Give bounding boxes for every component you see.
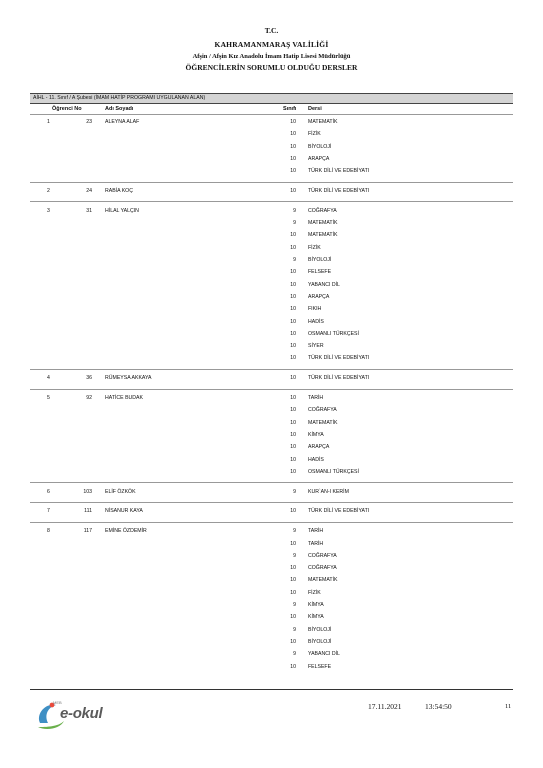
course-grade: 10 [290, 444, 296, 451]
course-grade: 10 [290, 565, 296, 572]
course-name: COĞRAFYA [308, 407, 337, 414]
course-name: MATEMATİK [308, 220, 338, 227]
header-divider [30, 114, 513, 115]
row-divider [30, 389, 513, 390]
course-name: FİZİK [308, 244, 321, 251]
course-grade: 10 [290, 614, 296, 621]
course-name: HADİS [308, 318, 324, 325]
header-school: Afşin / Afşin Kız Anadolu İmam Hatip Lisesi Müdürlüğü [192, 53, 351, 60]
course-grade: 10 [290, 119, 296, 125]
course-name: ARAPÇA [308, 155, 330, 162]
course-name: KUR`AN-I KERİM [308, 488, 349, 495]
course-grade: 10 [290, 131, 296, 138]
course-name: BİYOLOJİ [308, 638, 332, 645]
column-header-name: Adı Soyadı [105, 106, 134, 112]
course-grade: 9 [293, 626, 296, 633]
student-number: 117 [83, 528, 92, 535]
course-name: MATEMATİK [308, 419, 338, 426]
row-divider [30, 482, 513, 483]
header-tc: T.C. [264, 26, 279, 35]
course-name: ARAPÇA [308, 444, 330, 451]
course-grade: 9 [293, 220, 296, 227]
course-name: FİZİK [308, 589, 321, 596]
column-header-student-no: Öğrenci No [52, 106, 82, 112]
course-name: KİMYA [308, 614, 324, 621]
course-grade: 9 [293, 602, 296, 608]
course-name: YABANCI DİL [308, 281, 340, 288]
student-number: 111 [84, 508, 92, 515]
row-divider [30, 182, 513, 183]
footer-date: 17.11.2021 [368, 702, 402, 711]
course-grade: 10 [290, 343, 296, 350]
course-grade: 10 [290, 638, 296, 645]
course-name: TARİH [308, 395, 324, 401]
course-grade: 10 [290, 269, 296, 276]
page-number: 11 [505, 703, 512, 710]
footer-time: 13:54:50 [425, 702, 452, 711]
course-name: OSMANLI TÜRKÇESİ [308, 330, 359, 337]
course-name: BİYOLOJİ [308, 257, 332, 263]
course-grade: 10 [290, 155, 296, 162]
row-index: 1 [47, 119, 50, 125]
course-name: TÜRK DİLİ VE EDEBİYATI [308, 375, 370, 382]
course-grade: 10 [290, 293, 296, 300]
course-grade: 10 [290, 508, 296, 515]
course-name: COĞRAFYA [308, 565, 337, 572]
row-divider [30, 502, 513, 503]
course-grade: 9 [293, 651, 296, 658]
course-name: YABANCI DİL [308, 651, 340, 658]
student-name: ALEYNA ALAF [105, 119, 140, 125]
course-grade: 10 [290, 168, 296, 175]
course-grade: 10 [290, 540, 296, 547]
student-name: HİLAL YALÇIN [105, 207, 139, 214]
header-governorship: KAHRAMANMARAŞ VALİLİĞİ [214, 40, 329, 49]
student-number: 24 [86, 188, 92, 194]
course-name: FELSEFE [308, 269, 332, 276]
course-name: MATEMATİK [308, 232, 338, 239]
course-name: ARAPÇA [308, 293, 330, 300]
course-name: COĞRAFYA [308, 207, 337, 214]
course-grade: 10 [290, 318, 296, 325]
student-name: RÜMEYSA AKKAYA [105, 375, 152, 382]
column-header-grade: Sınıfı [283, 106, 297, 112]
course-grade: 10 [290, 232, 296, 239]
course-name: KİMYA [308, 602, 324, 608]
student-name: ELİF ÖZKÖK [105, 488, 136, 495]
course-name: TÜRK DİLİ VE EDEBİYATI [308, 188, 370, 194]
course-name: OSMANLI TÜRKÇESİ [308, 468, 359, 475]
course-name: FELSEFE [308, 663, 332, 670]
course-name: FİZİK [308, 131, 321, 138]
row-index: 5 [47, 395, 50, 401]
student-name: HATİCE BUDAK [105, 395, 143, 401]
logo-meb-label: MEB [53, 700, 62, 705]
row-index: 7 [47, 508, 50, 515]
course-grade: 10 [290, 306, 296, 313]
row-index: 8 [47, 528, 50, 535]
student-number: 31 [86, 207, 92, 214]
course-grade: 10 [290, 407, 296, 414]
column-header-course: Dersi [308, 106, 322, 112]
course-name: TÜRK DİLİ VE EDEBİYATI [308, 355, 370, 362]
row-index: 4 [47, 375, 50, 382]
course-grade: 10 [290, 330, 296, 337]
course-grade: 10 [290, 188, 296, 194]
course-name: TÜRK DİLİ VE EDEBİYATI [308, 168, 370, 175]
student-number: 23 [86, 119, 92, 125]
course-grade: 10 [290, 663, 296, 670]
student-number: 92 [86, 395, 92, 401]
course-grade: 10 [290, 589, 296, 596]
course-grade: 10 [290, 577, 296, 584]
student-name: EMİNE ÖZDEMİR [105, 528, 147, 535]
course-grade: 10 [290, 281, 296, 288]
course-name: SİYER [308, 343, 324, 350]
student-name: NİSANUR KAYA [105, 508, 143, 515]
course-grade: 10 [290, 355, 296, 362]
course-name: FIKIH [308, 306, 322, 313]
course-grade: 10 [290, 375, 296, 382]
course-name: BİYOLOJİ [308, 626, 332, 633]
student-number: 36 [86, 375, 92, 382]
group-bar [30, 93, 513, 104]
footer-divider [30, 689, 513, 690]
course-grade: 9 [293, 257, 296, 263]
course-name: MATEMATİK [308, 577, 338, 584]
course-grade: 9 [293, 207, 296, 214]
course-grade: 9 [293, 488, 296, 495]
course-grade: 10 [290, 143, 296, 150]
course-name: TARİH [308, 540, 324, 547]
student-number: 103 [83, 488, 92, 495]
course-name: MATEMATİK [308, 119, 338, 125]
row-divider [30, 369, 513, 370]
course-grade: 10 [290, 244, 296, 251]
course-name: BİYOLOJİ [308, 143, 332, 150]
student-name: RABİA KOÇ [105, 188, 133, 194]
page-title: ÖĞRENCİLERİN SORUMLU OLDUĞU DERSLER [185, 63, 358, 72]
course-name: TARİH [308, 528, 324, 535]
course-grade: 10 [290, 468, 296, 475]
course-grade: 10 [290, 456, 296, 463]
logo-text: e-okul [60, 705, 103, 722]
row-index: 3 [47, 207, 50, 214]
group-title: AİHL - 11. Sınıf / A Şubesi (İMAM HATİP PROGRAMI UYGULANAN ALAN) [33, 95, 206, 101]
row-divider [30, 522, 513, 523]
course-grade: 9 [293, 528, 296, 535]
row-index: 6 [47, 488, 50, 495]
course-grade: 10 [290, 419, 296, 426]
row-index: 2 [47, 188, 50, 194]
course-name: HADİS [308, 456, 324, 463]
course-name: COĞRAFYA [308, 552, 337, 559]
course-name: TÜRK DİLİ VE EDEBİYATI [308, 508, 370, 515]
course-grade: 9 [293, 552, 296, 559]
course-name: KİMYA [308, 431, 324, 438]
course-grade: 10 [290, 431, 296, 438]
row-divider [30, 201, 513, 202]
course-grade: 10 [290, 395, 296, 401]
